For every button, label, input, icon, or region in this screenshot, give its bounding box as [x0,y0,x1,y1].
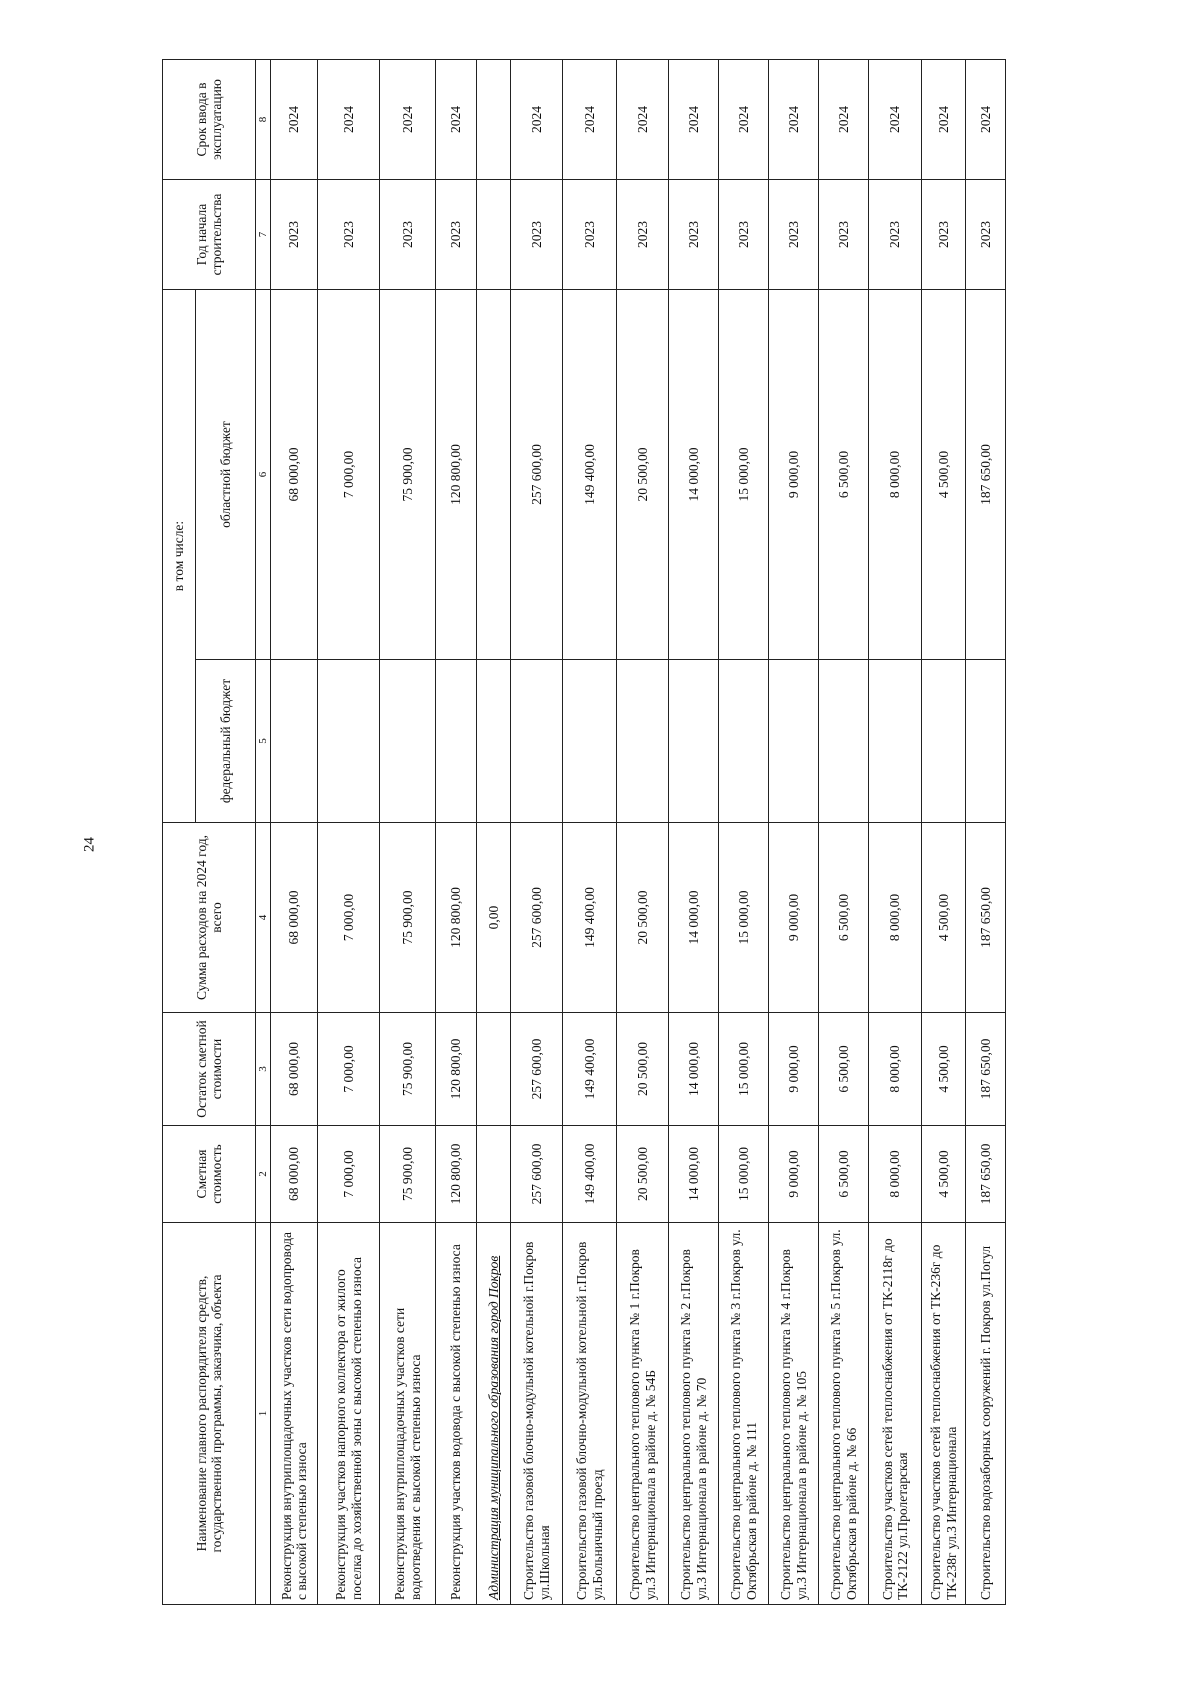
commission-year-cell: 2024 [511,60,563,180]
table-row [563,60,617,1605]
expenses-2024-cell: 4 500,00 [922,823,966,1013]
object-name-cell [511,1223,563,1605]
remaining-cost-cell: 14 000,00 [669,1013,719,1126]
expenses-2024-cell: 187 650,00 [966,823,1006,1013]
object-name: Реконструкция внутриплощадочных участков сети водопровода с высокой степенью износа [278,1231,309,1600]
start-year-cell: 2023 [436,180,477,290]
header-name: Наименование главного распорядителя средств, государственной программы, заказчика, объекта [163,1223,256,1605]
column-number: 6 [256,290,271,660]
estimated-cost-cell: 75 900,00 [380,1126,436,1223]
remaining-cost-cell: 6 500,00 [819,1013,869,1126]
object-name-cell [922,1223,966,1605]
remaining-cost-cell: 4 500,00 [922,1013,966,1126]
regional-budget-cell: 15 000,00 [719,290,769,660]
federal-budget-cell [966,660,1006,823]
federal-budget-cell [869,660,922,823]
remaining-cost-cell: 8 000,00 [869,1013,922,1126]
object-name: Строительство центрального теплового пункта № 3 г.Покров ул. Октябрьская в районе д. № 111 [728,1229,759,1600]
expenses-2024-cell: 149 400,00 [563,823,617,1013]
column-number: 2 [256,1126,271,1223]
start-year-cell: 2023 [819,180,869,290]
table-row [318,60,380,1605]
expenses-2024-cell: 9 000,00 [769,823,819,1013]
column-number-row [256,60,271,1605]
column-number: 1 [256,1223,271,1605]
start-year-cell [477,180,511,290]
table-body [271,60,1006,1605]
commission-year-cell: 2024 [922,60,966,180]
expenses-2024-cell: 20 500,00 [617,823,669,1013]
regional-budget-cell: 257 600,00 [511,290,563,660]
expenses-2024-cell: 68 000,00 [271,823,318,1013]
column-number: 8 [256,60,271,180]
regional-budget-cell: 9 000,00 [769,290,819,660]
object-name: Строительство центрального теплового пункта № 1 г.Покров ул.3 Интернационала в районе д. № 54Б [627,1249,658,1600]
object-name-cell [819,1223,869,1605]
object-name: Реконструкция участков водовода с высокой степенью износа [448,1244,464,1600]
regional-budget-cell: 8 000,00 [869,290,922,660]
organization-header-cell [477,1223,511,1605]
federal-budget-cell [719,660,769,823]
start-year-cell: 2023 [617,180,669,290]
header-start-year: Год начала строительства [163,180,256,290]
start-year-cell: 2023 [922,180,966,290]
federal-budget-cell [271,660,318,823]
regional-budget-cell: 68 000,00 [271,290,318,660]
estimated-cost-cell: 187 650,00 [966,1126,1006,1223]
organization-name: Администрация муниципального образования город Покров [485,1255,501,1600]
commission-year-cell: 2024 [869,60,922,180]
object-name: Строительство водозаборных сооружений г. Покров ул.Погул [977,1245,993,1600]
document-sheet [162,60,1200,1605]
table-row [819,60,869,1605]
federal-budget-cell [769,660,819,823]
commission-year-cell: 2024 [318,60,380,180]
object-name-cell [318,1223,380,1605]
regional-budget-cell: 75 900,00 [380,290,436,660]
remaining-cost-cell: 20 500,00 [617,1013,669,1126]
expenses-2024-cell: 257 600,00 [511,823,563,1013]
table-row [436,60,477,1605]
remaining-cost-cell [477,1013,511,1126]
table-row [966,60,1006,1605]
estimated-cost-cell [477,1126,511,1223]
federal-budget-cell [477,660,511,823]
start-year-cell: 2023 [719,180,769,290]
table-row [719,60,769,1605]
table-row [769,60,819,1605]
remaining-cost-cell: 257 600,00 [511,1013,563,1126]
object-name: Строительство центрального теплового пункта № 5 г.Покров ул. Октябрьская в районе д. № 66 [828,1229,859,1600]
start-year-cell: 2023 [769,180,819,290]
estimated-cost-cell: 15 000,00 [719,1126,769,1223]
commission-year-cell: 2024 [617,60,669,180]
federal-budget-cell [436,660,477,823]
estimated-cost-cell: 14 000,00 [669,1126,719,1223]
remaining-cost-cell: 120 800,00 [436,1013,477,1126]
object-name: Строительство газовой блочно-модульной котельной г.Покров ул.Школьная [521,1241,552,1600]
object-name-cell [869,1223,922,1605]
header-federal: федеральный бюджет [196,660,256,823]
regional-budget-cell: 14 000,00 [669,290,719,660]
start-year-cell: 2023 [380,180,436,290]
column-number: 4 [256,823,271,1013]
object-name: Строительство центрального теплового пункта № 4 г.Покров ул.3 Интернационала в районе д. № 105 [778,1249,809,1600]
remaining-cost-cell: 7 000,00 [318,1013,380,1126]
start-year-cell: 2023 [511,180,563,290]
header-regional: областной бюджет [196,290,256,660]
commission-year-cell: 2024 [563,60,617,180]
table-row [477,60,511,1605]
table-row [869,60,922,1605]
estimated-cost-cell: 9 000,00 [769,1126,819,1223]
federal-budget-cell [669,660,719,823]
remaining-cost-cell: 68 000,00 [271,1013,318,1126]
table-row [922,60,966,1605]
commission-year-cell: 2024 [769,60,819,180]
header-estimated-cost: Сметная стоимость [163,1126,256,1223]
header-including: в том числе: [163,290,196,823]
expenses-2024-cell: 7 000,00 [318,823,380,1013]
estimated-cost-cell: 149 400,00 [563,1126,617,1223]
object-name: Строительство центрального теплового пункта № 2 г.Покров ул.3 Интернационала в районе д. № 70 [678,1249,709,1600]
header-remaining-cost: Остаток сметной стоимости [163,1013,256,1126]
column-number: 7 [256,180,271,290]
federal-budget-cell [819,660,869,823]
estimated-cost-cell: 68 000,00 [271,1126,318,1223]
start-year-cell: 2023 [869,180,922,290]
column-number: 3 [256,1013,271,1126]
start-year-cell: 2023 [669,180,719,290]
commission-year-cell: 2024 [436,60,477,180]
table-row [380,60,436,1605]
federal-budget-cell [380,660,436,823]
expenses-2024-cell: 14 000,00 [669,823,719,1013]
commission-year-cell: 2024 [669,60,719,180]
estimated-cost-cell: 7 000,00 [318,1126,380,1223]
object-name: Строительство участков сетей теплоснабжения от ТК-2118г до ТК-2122 ул.Пролетарская [879,1238,910,1600]
object-name: Реконструкция участков напорного коллектора от жилого поселка до хозяйственной зоны с высокой степенью износа [333,1256,364,1600]
federal-budget-cell [563,660,617,823]
commission-year-cell [477,60,511,180]
expenses-2024-cell: 15 000,00 [719,823,769,1013]
table-row [511,60,563,1605]
federal-budget-cell [617,660,669,823]
start-year-cell: 2023 [563,180,617,290]
estimated-cost-cell: 120 800,00 [436,1126,477,1223]
header-expenses-2024: Сумма расходов на 2024 год, всего [163,823,256,1013]
regional-budget-cell: 6 500,00 [819,290,869,660]
expenses-2024-cell: 8 000,00 [869,823,922,1013]
federal-budget-cell [922,660,966,823]
table-header [163,60,271,1605]
object-name: Реконструкция внутриплощадочных участков сети водоотведения с высокой степенью износа [392,1307,423,1600]
commission-year-cell: 2024 [271,60,318,180]
regional-budget-cell: 149 400,00 [563,290,617,660]
start-year-cell: 2023 [966,180,1006,290]
header-commission-year: Срок ввода в эксплуатацию [163,60,256,180]
object-name-cell [380,1223,436,1605]
budget-table [162,59,1006,1605]
expenses-2024-cell: 6 500,00 [819,823,869,1013]
regional-budget-cell: 4 500,00 [922,290,966,660]
start-year-cell: 2023 [318,180,380,290]
object-name: Строительство газовой блочно-модульной котельной г.Покров ул.Больничный проезд [574,1241,605,1600]
expenses-2024-cell: 0,00 [477,823,511,1013]
estimated-cost-cell: 20 500,00 [617,1126,669,1223]
table-row [669,60,719,1605]
estimated-cost-cell: 8 000,00 [869,1126,922,1223]
table-row [271,60,318,1605]
object-name: Строительство участков сетей теплоснабжения от ТК-236г до ТК-238г ул.3 Интернационала [928,1244,959,1600]
commission-year-cell: 2024 [719,60,769,180]
object-name-cell [563,1223,617,1605]
commission-year-cell: 2024 [966,60,1006,180]
remaining-cost-cell: 9 000,00 [769,1013,819,1126]
page-number: 24 [81,837,98,852]
object-name-cell [436,1223,477,1605]
expenses-2024-cell: 120 800,00 [436,823,477,1013]
remaining-cost-cell: 15 000,00 [719,1013,769,1126]
rotated-table-container [162,60,1200,1605]
estimated-cost-cell: 4 500,00 [922,1126,966,1223]
start-year-cell: 2023 [271,180,318,290]
regional-budget-cell [477,290,511,660]
remaining-cost-cell: 75 900,00 [380,1013,436,1126]
object-name-cell [769,1223,819,1605]
regional-budget-cell: 187 650,00 [966,290,1006,660]
estimated-cost-cell: 257 600,00 [511,1126,563,1223]
commission-year-cell: 2024 [380,60,436,180]
object-name-cell [669,1223,719,1605]
commission-year-cell: 2024 [819,60,869,180]
object-name-cell [617,1223,669,1605]
regional-budget-cell: 120 800,00 [436,290,477,660]
regional-budget-cell: 7 000,00 [318,290,380,660]
estimated-cost-cell: 6 500,00 [819,1126,869,1223]
remaining-cost-cell: 149 400,00 [563,1013,617,1126]
column-number: 5 [256,660,271,823]
table-row [617,60,669,1605]
expenses-2024-cell: 75 900,00 [380,823,436,1013]
object-name-cell [271,1223,318,1605]
remaining-cost-cell: 187 650,00 [966,1013,1006,1126]
regional-budget-cell: 20 500,00 [617,290,669,660]
federal-budget-cell [511,660,563,823]
federal-budget-cell [318,660,380,823]
object-name-cell [966,1223,1006,1605]
object-name-cell [719,1223,769,1605]
